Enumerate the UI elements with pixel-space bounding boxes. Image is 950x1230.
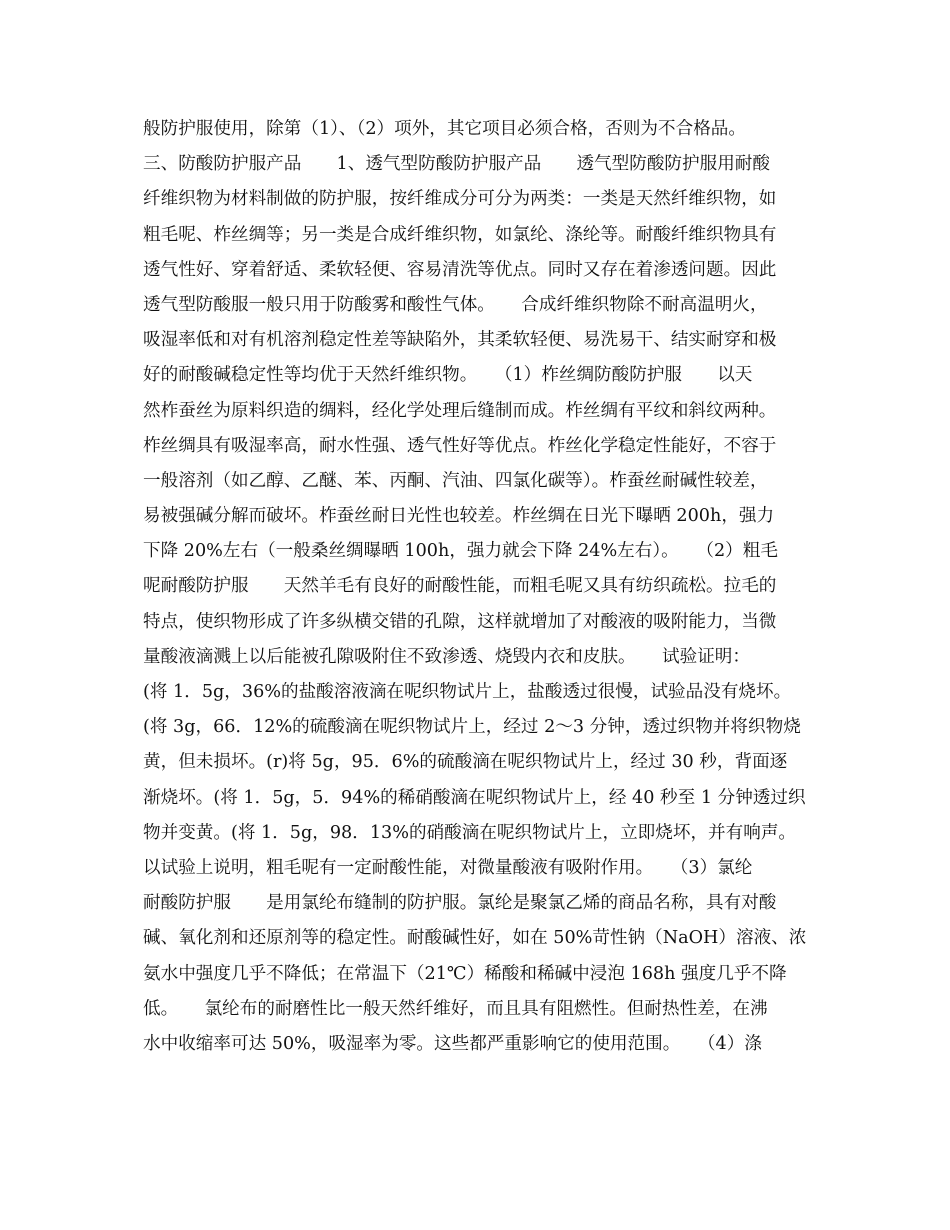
text-line: 好的耐酸碱稳定性等均优于天然纤维织物。 （1）柞丝绸防酸防护服 以天 (143, 365, 753, 386)
text-line: 耐酸防护服 是用氯纶布缝制的防护服。氯纶是聚氯乙烯的商品名称，具有对酸 (143, 893, 777, 914)
text-line: 一般溶剂（如乙醇、乙醚、苯、丙酮、汽油、四氯化碳等）。柞蚕丝耐碱性较差， (143, 470, 768, 491)
text-line: 物并变黄。(将 1．5g，98．13%的硝酸滴在呢织物试片上，立即烧坏，并有响声。 (143, 822, 797, 843)
text-line: 低。 氯纶布的耐磨性比一般天然纤维好，而且具有阻燃性。但耐热性差，在沸 (143, 998, 768, 1019)
text-line: 以试验上说明，粗毛呢有一定耐酸性能，对微量酸液有吸附作用。 （3）氯纶 (143, 857, 753, 878)
text-line: 三、防酸防护服产品 1、透气型防酸防护服产品 透气型防酸防护服用耐酸 (143, 154, 770, 175)
text-line: 下降 20%左右（一般桑丝绸曝晒 100h，强力就会下降 24%左右）。 （2）粗毛 (143, 541, 778, 562)
text-line: 黄，但未损坏。(r)将 5g，95．6%的硫酸滴在呢织物试片上，经过 30 秒，背面逐 (143, 752, 788, 773)
text-line: 透气型防酸服一般只用于防酸雾和酸性气体。 合成纤维织物除不耐高温明火， (143, 294, 768, 315)
text-line: (将 3g，66．12%的硫酸滴在呢织物试片上，经过 2～3 分钟，透过织物并将织物烧 (143, 717, 801, 738)
text-line: 纤维织物为材料制做的防护服，按纤维成分可分为两类：一类是天然纤维织物，如 (143, 189, 777, 210)
text-line: 柞丝绸具有吸湿率高，耐水性强、透气性好等优点。柞丝化学稳定性能好，不容于 (143, 435, 777, 456)
text-line: 水中收缩率可达 50%，吸湿率为零。这些都严重影响它的使用范围。 （4）涤 (143, 1033, 762, 1054)
text-line: 透气性好、穿着舒适、柔软轻便、容易清洗等优点。同时又存在着渗透问题。因此 (143, 259, 777, 280)
text-line: 然柞蚕丝为原料织造的绸料，经化学处理后缝制而成。柞丝绸有平纹和斜纹两种。 (143, 400, 777, 421)
text-line: 渐烧坏。(将 1．5g，5．94%的稀硝酸滴在呢织物试片上，经 40 秒至 1 分钟透过织 (143, 787, 806, 808)
text-line: 呢耐酸防护服 天然羊毛有良好的耐酸性能，而粗毛呢又具有纺织疏松。拉毛的 (143, 576, 777, 597)
text-line: 粗毛呢、柞丝绸等；另一类是合成纤维织物，如氯纶、涤纶等。耐酸纤维织物具有 (143, 224, 777, 245)
text-line: 氨水中强度几乎不降低；在常温下（21℃）稀酸和稀碱中浸泡 168h 强度几乎不降 (143, 963, 787, 984)
text-line: 特点，使织物形成了许多纵横交错的孔隙，这样就增加了对酸液的吸附能力，当微 (143, 611, 777, 632)
text-line: 般防护服使用，除第（1）、（2）项外，其它项目必须合格，否则为不合格品。 (143, 119, 746, 139)
text-line: 碱、氧化剂和还原剂等的稳定性。耐酸碱性好，如在 50%苛性钠（NaOH）溶液、浓 (143, 928, 807, 949)
text-line: 量酸液滴溅上以后能被孔隙吸附住不致渗透、烧毁内衣和皮肤。 试验证明： (143, 646, 750, 667)
text-line: (将 1．5g，36%的盐酸溶液滴在呢织物试片上，盐酸透过很慢，试验品没有烧坏。 (143, 682, 792, 702)
body-text (143, 112, 808, 1062)
text-line: 吸湿率低和对有机溶剂稳定性差等缺陷外，其柔软轻便、易洗易干、结实耐穿和极 (143, 330, 777, 351)
text-line: 易被强碱分解而破坏。柞蚕丝耐日光性也较差。柞丝绸在日光下曝晒 200h，强力 (143, 506, 775, 527)
